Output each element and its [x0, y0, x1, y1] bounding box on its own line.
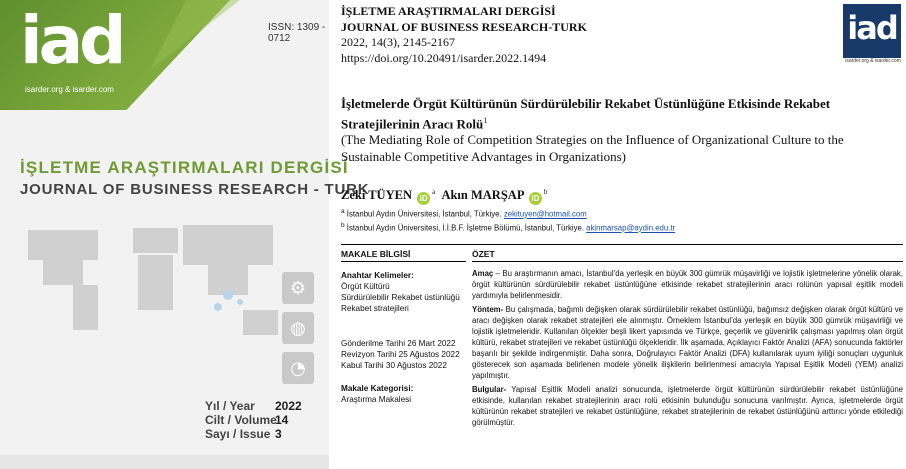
journal-header — [341, 4, 587, 66]
keyword: Rekabet stratejileri — [341, 304, 409, 313]
journal-name-tr: İŞLETME ARAŞTIRMALARI DERGİSİ — [341, 4, 556, 18]
email-link[interactable]: akinmarsap@aydin.edu.tr — [586, 223, 676, 233]
author-name: Zeki TÜYEN — [341, 188, 412, 203]
keywords-title: Anahtar Kelimeler: — [341, 271, 414, 280]
title-en: (The Mediating Role of Competition Strategies on the Influence of Organizational Culture to the Sustainable Competitive Advantages in Organizations) — [341, 132, 844, 164]
keyword: Örgüt Kültürü — [341, 282, 390, 291]
received-date: Gönderilme Tarihi 26 Mart 2022 — [341, 339, 456, 348]
cover-site: isarder.org & isarder.com — [25, 85, 114, 94]
abstract-aim: Amaç – Bu araştırmanın amacı, İstanbul’da yerleşik en büyük 300 gümrük müşavirliği ve lojistik işletmelerine yönelik olarak, örgüt kültürünün sürdürülebilir rekabet üstünlüğüne etkisinde rekabet stratejilerinin aracı rolünün yapısal eşitlik modeli yardımıyla belirlenmesidir. — [472, 269, 903, 300]
authors — [341, 188, 547, 205]
affiliation: $^a$ İstanbul Aydın Üniversitesi, İstanbul, Türkiye. zekituyen@hotmail.com — [341, 208, 587, 219]
keyword: Sürdürülebilir Rekabet üstünlüğü — [341, 293, 460, 302]
author-sup: a — [432, 188, 436, 196]
cover-icons — [282, 272, 322, 392]
divider — [472, 261, 903, 262]
cover-volume: Cilt / Volume14 — [205, 413, 289, 427]
revised-date: Revizyon Tarihi 25 Ağustos 2022 — [341, 350, 460, 359]
cover-issue: Sayı / Issue 3 — [205, 427, 282, 441]
journal-site: isarder.org & isarder.com — [845, 58, 901, 64]
info-heading: MAKALE BİLGİSİ — [341, 249, 411, 259]
cover-footer-band — [0, 455, 329, 469]
email-link[interactable]: zekituyen@hotmail.com — [503, 209, 587, 219]
gear-chart-icon: ⚙ — [282, 272, 314, 304]
title-tr: İşletmelerde Örgüt Kültürünün Sürdürülebilir Rekabet Üstünlüğüne Etkisinde Rekabet Stratejilerinin Aracı Rolü — [341, 96, 831, 131]
pie-chart-icon: ◔ — [282, 352, 314, 384]
doi-link[interactable]: https://doi.org/10.20491/isarder.2022.1494 — [341, 50, 547, 65]
cover-year: Yıl / Year 2022 — [205, 399, 302, 413]
affiliation: $^b$ İstanbul Aydın Üniversitesi, İ.İ.B.F. İşletme Bölümü, İstanbul, Türkiye. akinmarsap@aydin.edu.tr — [341, 222, 676, 233]
globe-icon: ◍ — [282, 312, 314, 344]
abstract-findings: Bulgular- Yapısal Eşitlik Modeli analizi sonucunda, işletmelerde örgüt kültürünün sürdürülebilir rekabet üstünlüğüne etkisinde, kullanılan rekabet stratejilerinin aracı rolü etkisinin bulunduğu sonucuna varılmıştır. Ayrıca, işletmelerde örgüt kültürünün rekabet stratejileri ve rekabet üstünlüğüne, rekabet stratejilerinin de rekabet üstünlüğünü arttırıcı yönde etkilediği görülmüştür. — [472, 385, 903, 427]
citation: 2022, 14(3), 2145-2167 — [341, 35, 455, 49]
abstract-heading: ÖZET — [472, 249, 495, 259]
journal-logo: iad — [843, 4, 901, 58]
abstract-method: Yöntem- Bu çalışmada, bağımlı değişken olarak sürdürülebilir rekabet üstünlüğü, bağımsız değişken olarak örgüt kültürü ve aracı değişken olarak rekabet stratejileri ele alınmıştır. Örneklem İstanbul’da yerleşik en büyük 300 gümrük müşavirliği ve lojistik işletmeleridir. Kullanılan ölçekler beşli likert yapısında ve Türkçe, geçerlik ve güvenirlik çalışması yapılmış olan örgüt kültürü, rekabet stratejileri ve rekabet üstünlüğü ölçekleridir. İlk aşamada, Açıklayıcı Faktör Analizi (AFA) sonucunda faktörler başarılı bir şekilde indirgenmiştir. Daha sonra, Doğrulayıcı Faktör Analizi (DFA) kullanılarak uyum iyiliği sonuçları uygunluk gösterecek son aşamada belirlenen modele yönelik ilişkilerin belirlenmesi amacıyla Yapısal Eşitlik Modeli (YEM) analizi yapılmıştır. — [472, 305, 903, 380]
accepted-date: Kabul Tarihi 30 Ağustos 2022 — [341, 361, 447, 370]
journal-name-en: JOURNAL OF BUSINESS RESEARCH-TURK — [341, 19, 587, 34]
cover-title-en: JOURNAL OF BUSINESS RESEARCH - TURK — [20, 181, 370, 198]
cover-title-tr: İŞLETME ARAŞTIRMALARI DERGİSİ — [20, 158, 349, 177]
author-name: Akın MARŞAP — [441, 188, 524, 203]
article-page — [341, 0, 906, 469]
category: Araştırma Makalesi — [341, 395, 412, 404]
divider — [341, 244, 903, 245]
divider — [341, 261, 466, 262]
article-title — [341, 96, 906, 165]
orcid-icon[interactable]: iD — [529, 192, 542, 205]
category-title: Makale Kategorisi: — [341, 384, 414, 393]
cover-logo: iad — [20, 2, 123, 79]
author-sup: b — [543, 188, 548, 196]
orcid-icon[interactable]: iD — [417, 192, 430, 205]
article-info — [341, 270, 466, 405]
title-note: 1 — [483, 115, 488, 125]
world-map-dots — [18, 210, 288, 360]
abstract-body — [472, 268, 903, 431]
cover-issn: ISSN: 1309 - 0712 — [268, 22, 326, 44]
